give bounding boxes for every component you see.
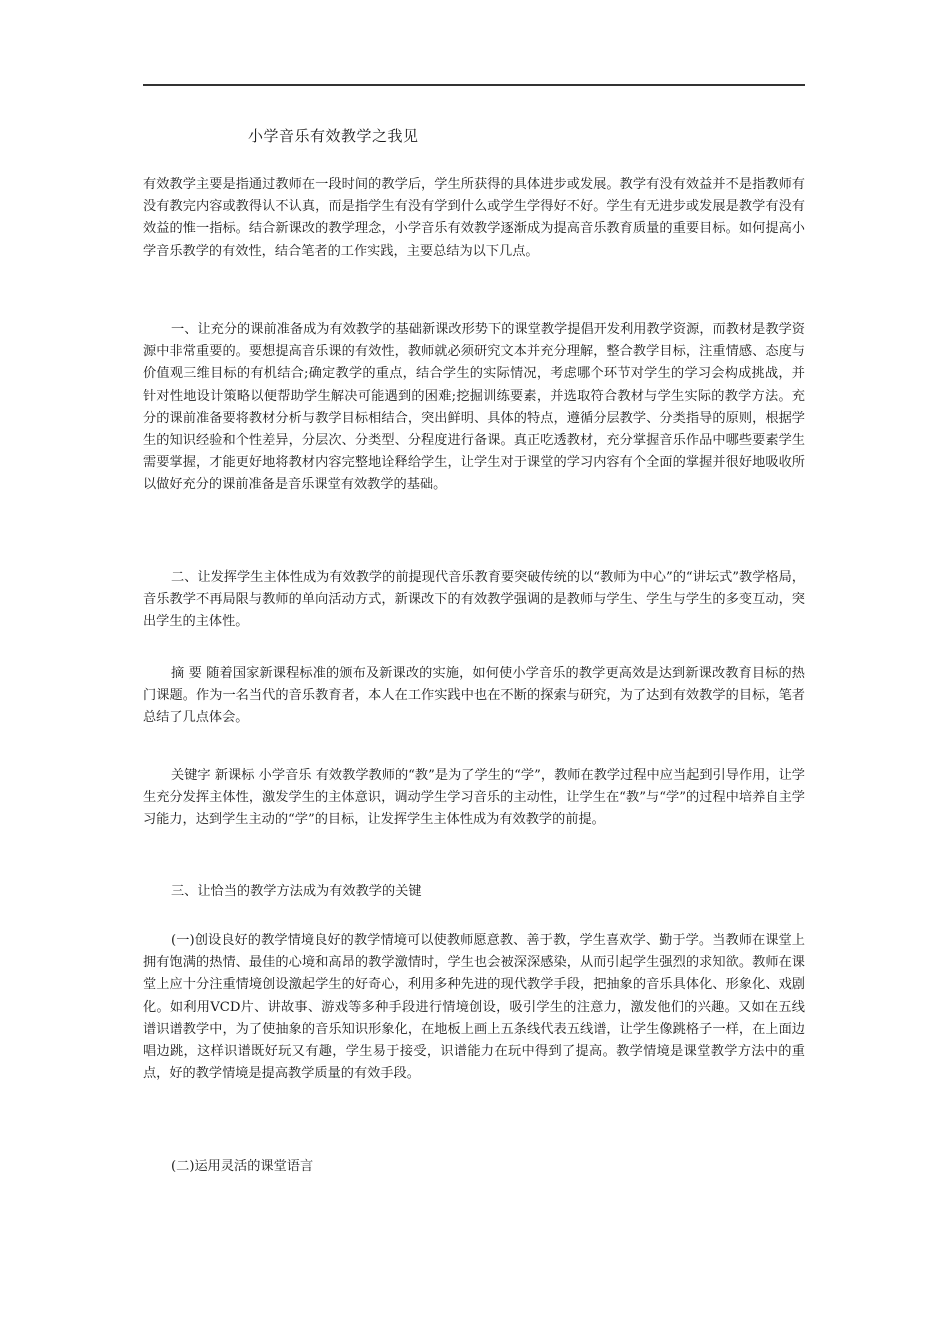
header-rule xyxy=(143,84,805,86)
paragraph-subsection-1: (一)创设良好的教学情境良好的教学情境可以使教师愿意教、善于教，学生喜欢学、勤于学。当教师在课堂上拥有饱满的热情、最佳的心境和高昂的教学激情时，学生也会被深深感染，从而引起学生强烈的求知欲。教师在课堂上应十分注重情境创设激起学生的好奇心，利用多种先进的现代教学手段，把抽象的音乐具体化、形象化、戏剧化。如利用VCD片、讲故事、游戏等多种手段进行情境创设，吸引学生的注意力，激发他们的兴趣。又如在五线谱识谱教学中，为了使抽象的音乐知识形象化，在地板上画上五条线代表五线谱，让学生像跳格子一样，在上面边唱边跳，这样识谱既好玩又有趣，学生易于接受，识谱能力在玩中得到了提高。教学情境是课堂教学方法中的重点，好的教学情境是提高教学质量的有效手段。 xyxy=(143,933,805,1082)
paragraph-keywords: 关键字 新课标 小学音乐 有效教学教师的“教”是为了学生的“学”，教师在教学过程中应当起到引导作用，让学生充分发挥主体性，激发学生的主体意识，调动学生学习音乐的主动性，让学生在“教”与“学”的过程中培养自主学习能力，达到学生主动的“学”的目标，让发挥学生主体性成为有效教学的前提。 xyxy=(143,768,805,828)
paragraph-section-2: 二、让发挥学生主体性成为有效教学的前提现代音乐教育要突破传统的以“教师为中心”的“讲坛式”教学格局，音乐教学不再局限与教师的单向活动方式，新课改下的有效教学强调的是教师与学生、学生与学生的多变互动，突出学生的主体性。 xyxy=(143,570,805,630)
document-title: 小学音乐有效教学之我见 xyxy=(248,127,419,145)
paragraph-section-3-heading: 三、让恰当的教学方法成为有效教学的关键 xyxy=(171,884,422,899)
paragraph-section-1: 一、让充分的课前准备成为有效教学的基础新课改形势下的课堂教学提倡开发利用教学资源，而教材是教学资源中非常重要的。要想提高音乐课的有效性，教师就必须研究文本并充分理解，整合教学目标，注重情感、态度与价值观三维目标的有机结合;确定教学的重点，结合学生的实际情况，考虑哪个环节对学生的学习会构成挑战，并针对性地设计策略以便帮助学生解决可能遇到的困难;挖掘训练要素，并选取符合教材与学生实际的教学方法。充分的课前准备要将教材分析与教学目标相结合，突出鲜明、具体的特点，遵循分层教学、分类指导的原则，根据学生的知识经验和个性差异，分层次、分类型、分程度进行备课。真正吃透教材，充分掌握音乐作品中哪些要素学生需要掌握，才能更好地将教材内容完整地诠释给学生，让学生对于课堂的学习内容有个全面的掌握并很好地吸收所以做好充分的课前准备是音乐课堂有效教学的基础。 xyxy=(143,322,805,493)
paragraph-intro: 有效教学主要是指通过教师在一段时间的教学后，学生所获得的具体进步或发展。教学有没有效益并不是指教师有没有教完内容或教得认不认真，而是指学生有没有学到什么或学生学得好不好。学生有无进步或发展是教学有没有效益的惟一指标。结合新课改的教学理念，小学音乐有效教学逐渐成为提高音乐教育质量的重要目标。如何提高小学音乐教学的有效性，结合笔者的工作实践，主要总结为以下几点。 xyxy=(143,177,805,259)
paragraph-subsection-2-heading: (二)运用灵活的课堂语言 xyxy=(171,1159,314,1174)
paragraph-abstract: 摘 要 随着国家新课程标准的颁布及新课改的实施，如何使小学音乐的教学更高效是达到新课改教育目标的热门课题。作为一名当代的音乐教育者，本人在工作实践中也在不断的探索与研究，为了达到有效教学的目标，笔者总结了几点体会。 xyxy=(143,666,805,726)
